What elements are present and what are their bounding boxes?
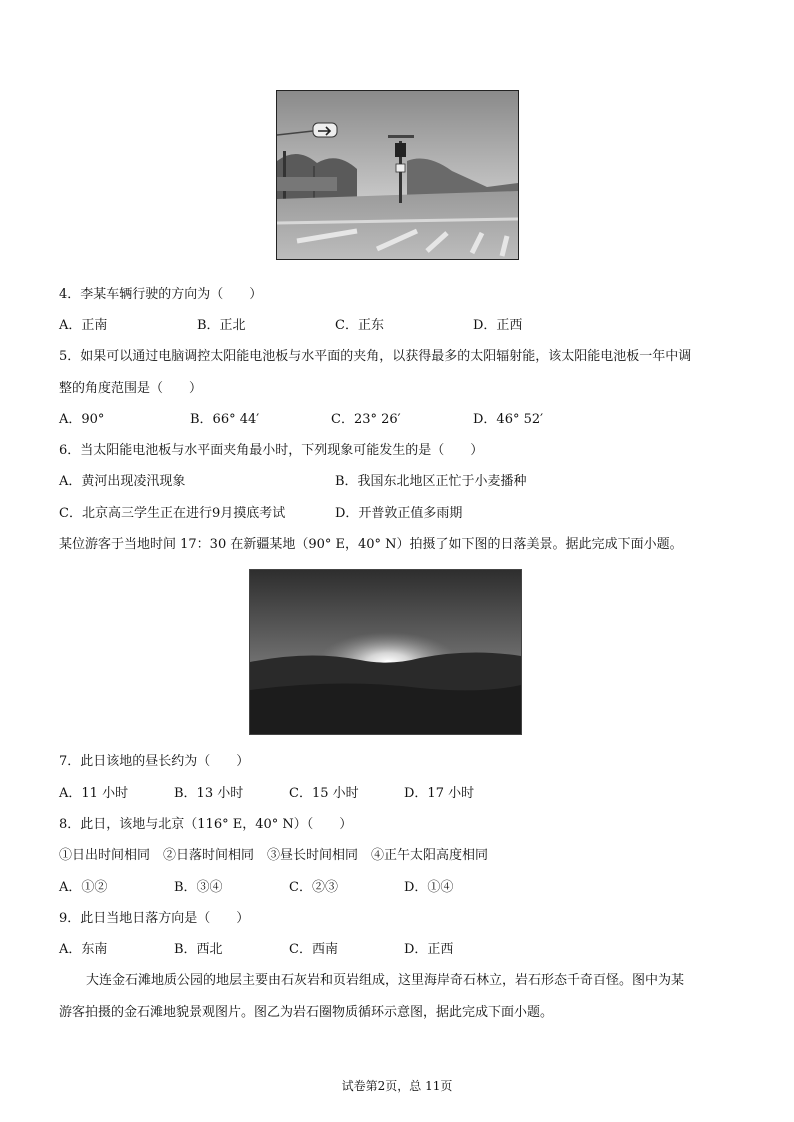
road-photo [276, 90, 519, 260]
intro-jinshitan-passage-line-1: 大连金石滩地质公园的地层主要由石灰岩和页岩组成，这里海岸奇石林立，岩石形态千奇百怪。图中为某 [86, 973, 685, 988]
page-footer: 试卷第2页，总 11页 [341, 1079, 453, 1093]
question-9-option-d: D．正西 [404, 942, 454, 957]
question-5-option-c: C．23° 26′ [331, 412, 401, 427]
question-8-option-c: C．②③ [289, 880, 338, 895]
question-4-option-b: B．正北 [197, 318, 246, 333]
question-8-option-b: B．③④ [174, 880, 223, 895]
question-6-option-d: D．开普敦正值多雨期 [335, 506, 463, 521]
sunset-photo [249, 569, 522, 735]
question-5-option-a: A．90° [59, 412, 105, 427]
question-5-option-b: B．66° 44′ [190, 412, 260, 427]
question-5-stem-line-2: 整的角度范围是（ ） [59, 381, 203, 396]
question-5-option-d: D．46° 52′ [473, 412, 544, 427]
question-6-option-c: C．北京高三学生正在进行9月摸底考试 [59, 506, 286, 521]
question-6-stem: 6．当太阳能电池板与水平面夹角最小时，下列现象可能发生的是（ ） [59, 443, 484, 458]
question-6-option-b: B．我国东北地区正忙于小麦播种 [335, 474, 527, 489]
question-7-option-c: C．15 小时 [289, 786, 359, 801]
question-5-stem-line-1: 5．如果可以通过电脑调控太阳能电池板与水平面的夹角，以获得最多的太阳辐射能，该太阳能电池板一年中调 [59, 349, 692, 364]
question-7-stem: 7．此日该地的昼长约为（ ） [59, 754, 250, 769]
question-7-option-d: D．17 小时 [404, 786, 475, 801]
question-9-stem: 9．此日当地日落方向是（ ） [59, 911, 250, 926]
question-8-option-a: A．①② [59, 880, 108, 895]
question-9-option-a: A．东南 [59, 942, 108, 957]
question-8-option-d: D．①④ [404, 880, 454, 895]
question-4-option-d: D．正西 [473, 318, 523, 333]
question-9-option-b: B．西北 [174, 942, 223, 957]
sunset-photo-graphic [250, 570, 521, 734]
question-4-option-c: C．正东 [335, 318, 384, 333]
road-photo-graphic [277, 91, 518, 259]
intro-sunset-passage: 某位游客于当地时间 17：30 在新疆某地（90° E，40° N）拍摄了如下图的日落美景。据此完成下面小题。 [59, 537, 683, 552]
question-9-option-c: C．西南 [289, 942, 338, 957]
question-7-option-b: B．13 小时 [174, 786, 244, 801]
question-6-option-a: A．黄河出现凌汛现象 [59, 474, 186, 489]
intro-jinshitan-passage-line-2: 游客拍摄的金石滩地貌景观图片。图乙为岩石圈物质循环示意图，据此完成下面小题。 [59, 1005, 554, 1020]
question-8-stem: 8．此日，该地与北京（116° E，40° N）（ ） [59, 817, 353, 832]
question-4-option-a: A．正南 [59, 318, 108, 333]
question-7-option-a: A．11 小时 [59, 786, 129, 801]
question-8-statements: ①日出时间相同 ②日落时间相同 ③昼长时间相同 ④正午太阳高度相同 [59, 848, 489, 863]
question-4-stem: 4．李某车辆行驶的方向为（ ） [59, 287, 263, 302]
